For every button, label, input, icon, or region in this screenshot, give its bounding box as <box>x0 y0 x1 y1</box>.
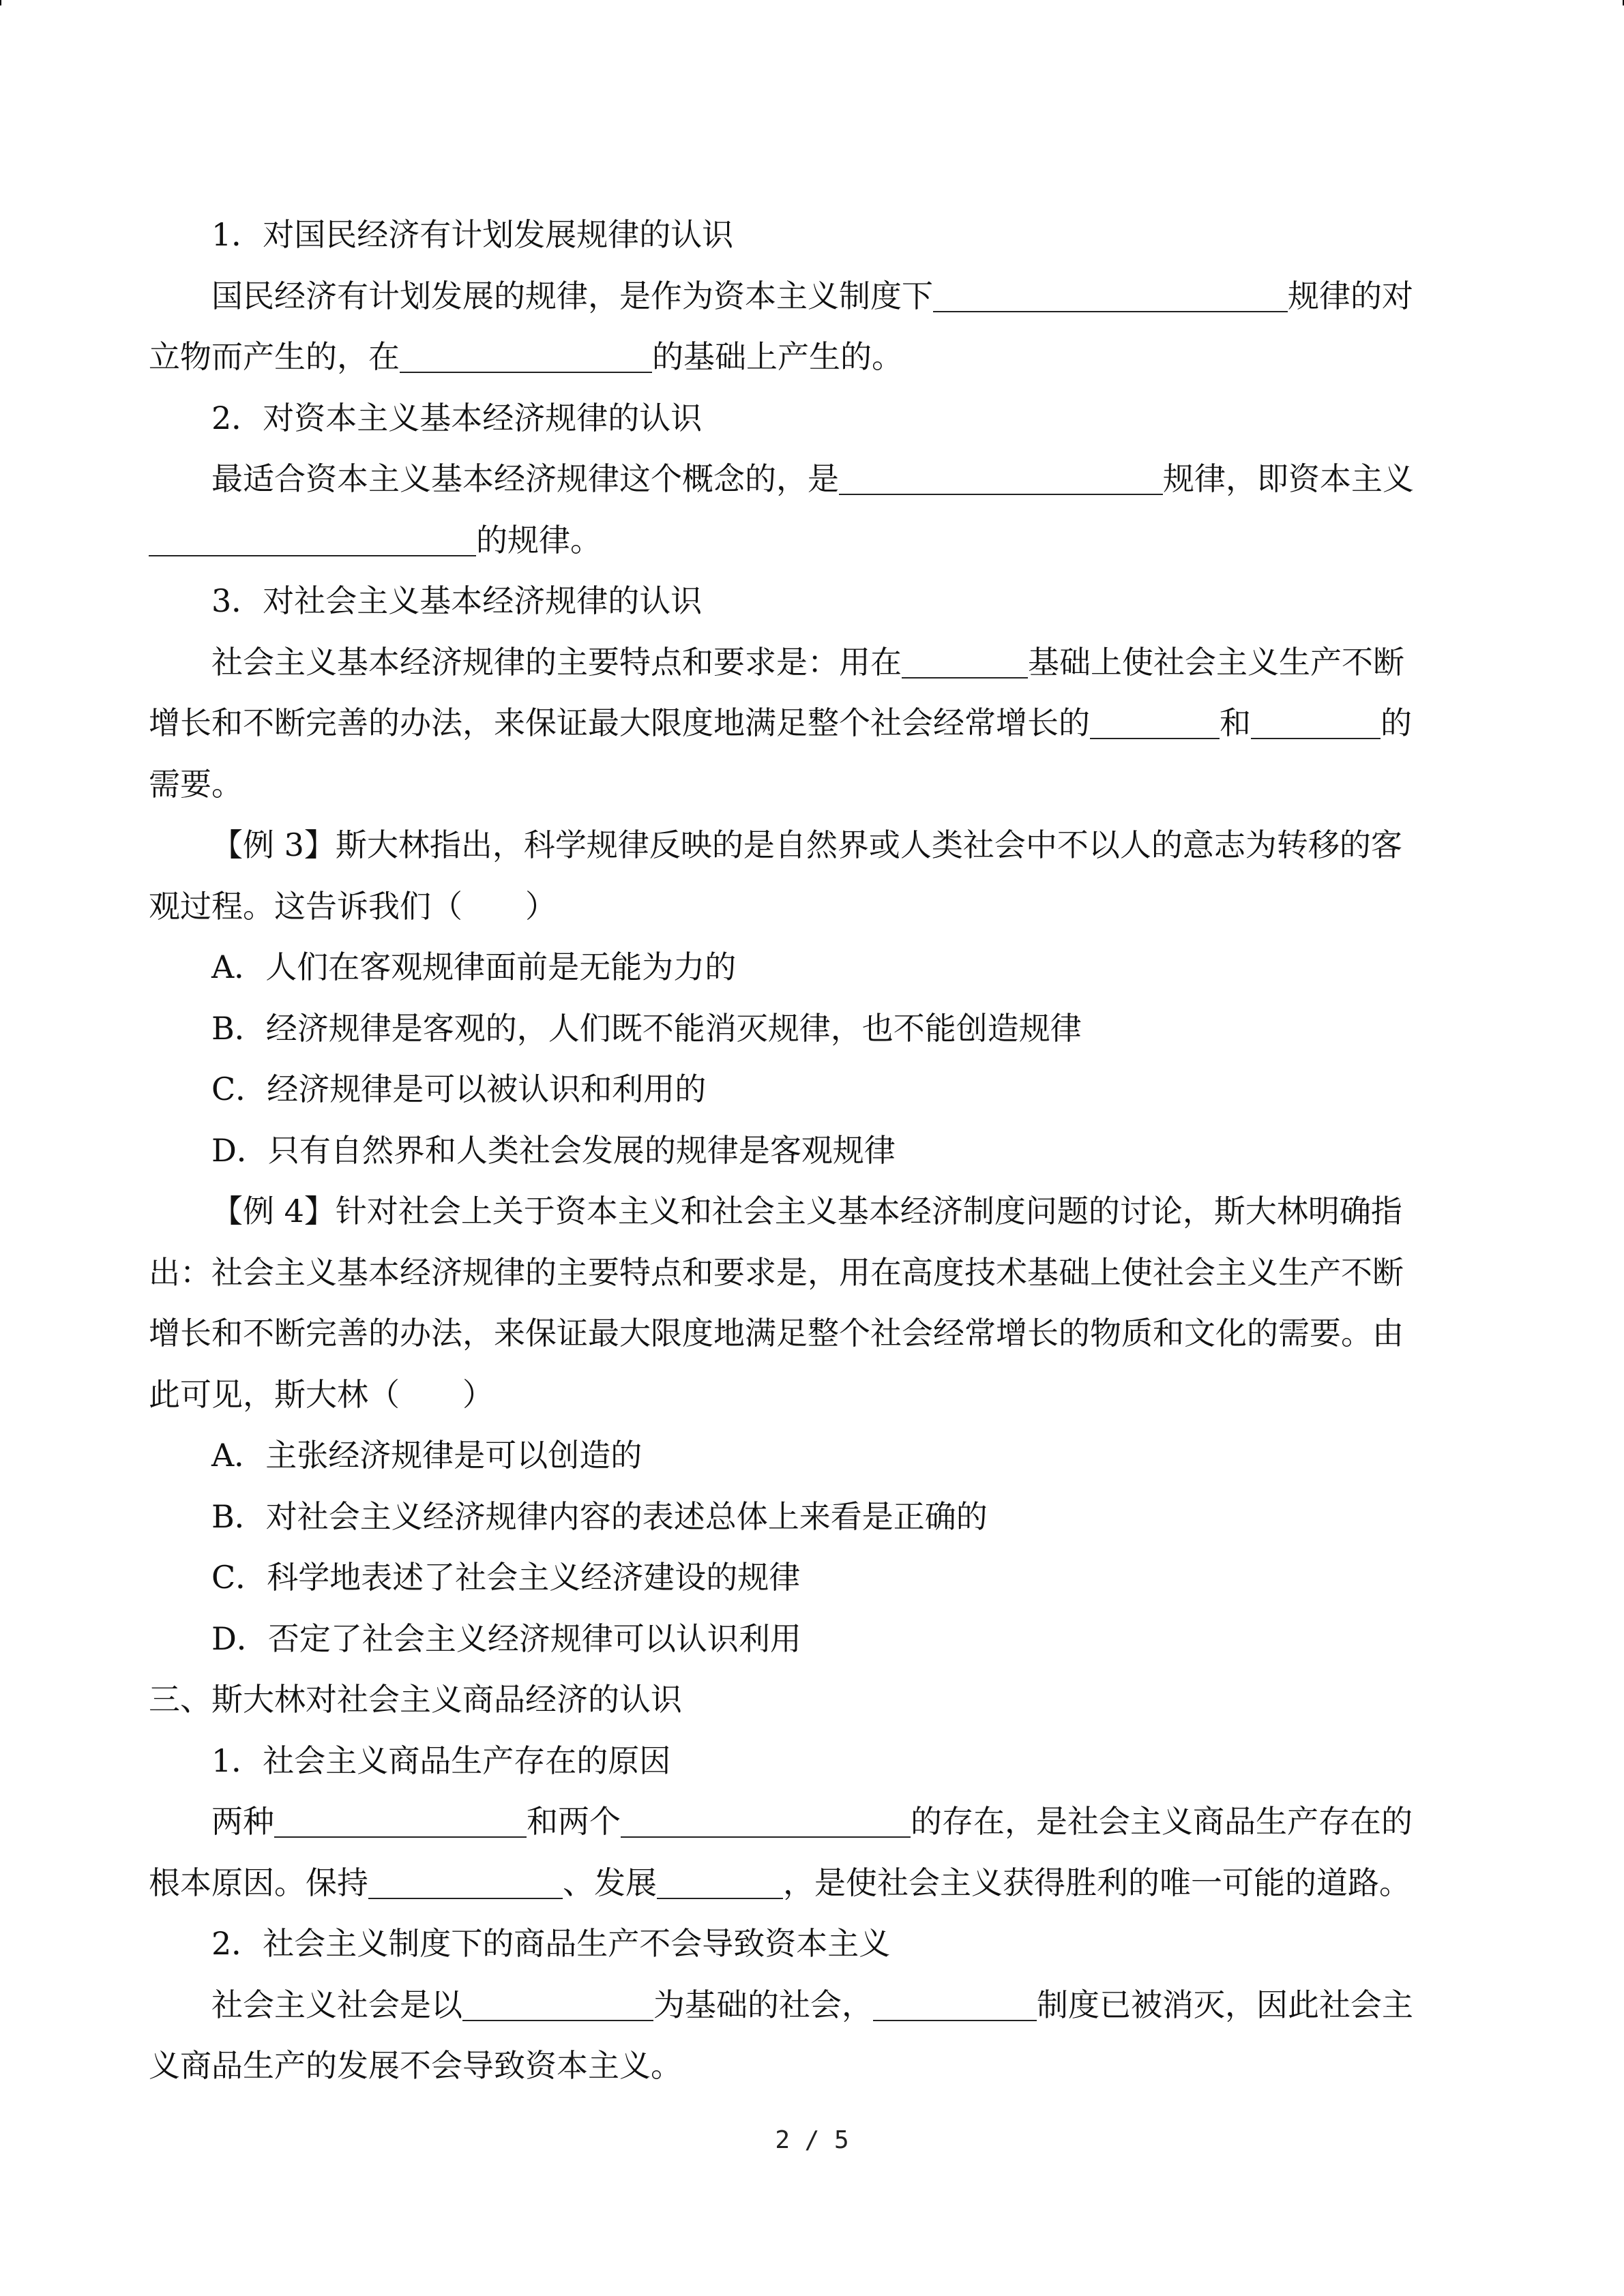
line-text: ，是使社会主义获得胜利的唯一可能的道路。 <box>783 1864 1411 1901</box>
line-text: 观过程。这告诉我们（ ） <box>149 887 557 925</box>
line-text: 3．对社会主义基本经济规律的认识 <box>211 582 703 619</box>
line-text: 和两个 <box>527 1803 621 1840</box>
line-text: 国民经济有计划发展的规律，是作为资本主义制度下 <box>211 277 933 314</box>
text-line <box>149 632 1458 694</box>
line-text: A．主张经济规律是可以创造的 <box>211 1437 643 1474</box>
text-line <box>149 205 1458 266</box>
line-text: 三、斯大林对社会主义商品经济的认识 <box>149 1681 682 1718</box>
line-text: 的 <box>1381 704 1412 741</box>
fill-in-blank <box>400 340 652 373</box>
text-line <box>149 1181 1458 1242</box>
fill-in-blank <box>621 1805 911 1838</box>
text-line <box>149 1669 1458 1731</box>
line-text: 义商品生产的发展不会导致资本主义。 <box>149 2047 682 2084</box>
text-line <box>149 1365 1458 1426</box>
text-line <box>149 998 1458 1060</box>
text-line <box>149 510 1458 571</box>
line-text: 此可见，斯大林（ ） <box>149 1375 494 1413</box>
line-text: A．人们在客观规律面前是无能为力的 <box>211 949 737 985</box>
line-text: 【例 4】针对社会上关于资本主义和社会主义基本经济制度问题的讨论，斯大林明确指 <box>211 1193 1402 1229</box>
line-text: 的存在，是社会主义商品生产存在的 <box>911 1803 1413 1840</box>
text-line <box>149 571 1458 632</box>
line-text: 根本原因。保持 <box>149 1864 368 1901</box>
crop-mark <box>0 0 1 5</box>
text-line <box>149 1303 1458 1365</box>
fill-in-blank <box>1090 706 1220 739</box>
line-text: 社会主义社会是以 <box>211 1986 462 2023</box>
text-line <box>149 449 1458 510</box>
line-text: 需要。 <box>149 765 243 803</box>
line-text: 1．社会主义商品生产存在的原因 <box>211 1742 671 1779</box>
line-text: 的规律。 <box>476 521 602 558</box>
text-line <box>149 815 1458 876</box>
line-text: 【例 3】斯大林指出，科学规律反映的是自然界或人类社会中不以人的意志为转移的客 <box>211 826 1402 863</box>
text-line <box>149 693 1458 754</box>
text-line <box>149 1791 1458 1853</box>
text-line <box>149 388 1458 449</box>
fill-in-blank <box>149 524 476 556</box>
line-text: 2．社会主义制度下的商品生产不会导致资本主义 <box>211 1925 891 1962</box>
text-line <box>149 1242 1458 1304</box>
line-text: B．经济规律是客观的，人们既不能消灭规律，也不能创造规律 <box>211 1009 1082 1047</box>
text-line <box>149 1487 1458 1548</box>
line-text: 增长和不断完善的办法，来保证最大限度地满足整个社会经常增长的物质和文化的需要。由 <box>149 1315 1404 1352</box>
text-line <box>149 1059 1458 1120</box>
line-text: 的基础上产生的。 <box>652 338 903 375</box>
fill-in-blank <box>933 280 1288 312</box>
line-text: 立物而产生的，在 <box>149 338 400 375</box>
text-line <box>149 1731 1458 1792</box>
line-text: C．经济规律是可以被认识和利用的 <box>211 1071 707 1107</box>
fill-in-blank <box>368 1866 563 1899</box>
fill-in-blank <box>657 1866 783 1899</box>
line-text: 、发展 <box>563 1864 657 1901</box>
line-text: 规律的对 <box>1288 277 1413 314</box>
text-line <box>149 876 1458 938</box>
text-line <box>149 754 1458 816</box>
line-text: 1．对国民经济有计划发展规律的认识 <box>211 216 734 253</box>
fill-in-blank <box>902 646 1028 679</box>
text-line <box>149 1975 1458 2036</box>
text-line <box>149 1913 1458 1975</box>
line-text: 两种 <box>211 1803 274 1840</box>
line-text: 社会主义基本经济规律的主要特点和要求是：用在 <box>211 643 902 681</box>
line-text: 基础上使社会主义生产不断 <box>1028 643 1404 681</box>
line-text: 和 <box>1220 704 1251 741</box>
line-text: 最适合资本主义基本经济规律这个概念的，是 <box>211 460 839 497</box>
text-line <box>149 1547 1458 1609</box>
text-line <box>149 327 1458 388</box>
line-text: D．只有自然界和人类社会发展的规律是客观规律 <box>211 1131 896 1169</box>
line-text: 为基础的社会， <box>653 1986 873 2023</box>
document-body <box>149 205 1458 2097</box>
text-line <box>149 937 1458 998</box>
fill-in-blank <box>839 462 1163 495</box>
line-text: 2．对资本主义基本经济规律的认识 <box>211 399 703 436</box>
fill-in-blank <box>274 1805 527 1838</box>
line-text: C．科学地表述了社会主义经济建设的规律 <box>211 1559 801 1596</box>
fill-in-blank <box>462 1988 653 2021</box>
text-line <box>149 1120 1458 1182</box>
fill-in-blank <box>873 1988 1037 2021</box>
line-text: B．对社会主义经济规律内容的表述总体上来看是正确的 <box>211 1497 988 1535</box>
line-text: 增长和不断完善的办法，来保证最大限度地满足整个社会经常增长的 <box>149 704 1090 741</box>
line-text: 制度已被消灭，因此社会主 <box>1037 1986 1413 2023</box>
text-line <box>149 1425 1458 1487</box>
line-text: D．否定了社会主义经济规律可以认识利用 <box>211 1620 801 1657</box>
fill-in-blank <box>1251 706 1381 739</box>
text-line <box>149 2036 1458 2097</box>
text-line <box>149 266 1458 327</box>
text-line <box>149 1853 1458 1914</box>
text-line <box>149 1609 1458 1670</box>
page-number: 2 / 5 <box>775 2126 849 2154</box>
line-text: 出：社会主义基本经济规律的主要特点和要求是，用在高度技术基础上使社会主义生产不断 <box>149 1253 1404 1291</box>
line-text: 规律，即资本主义 <box>1163 460 1414 497</box>
